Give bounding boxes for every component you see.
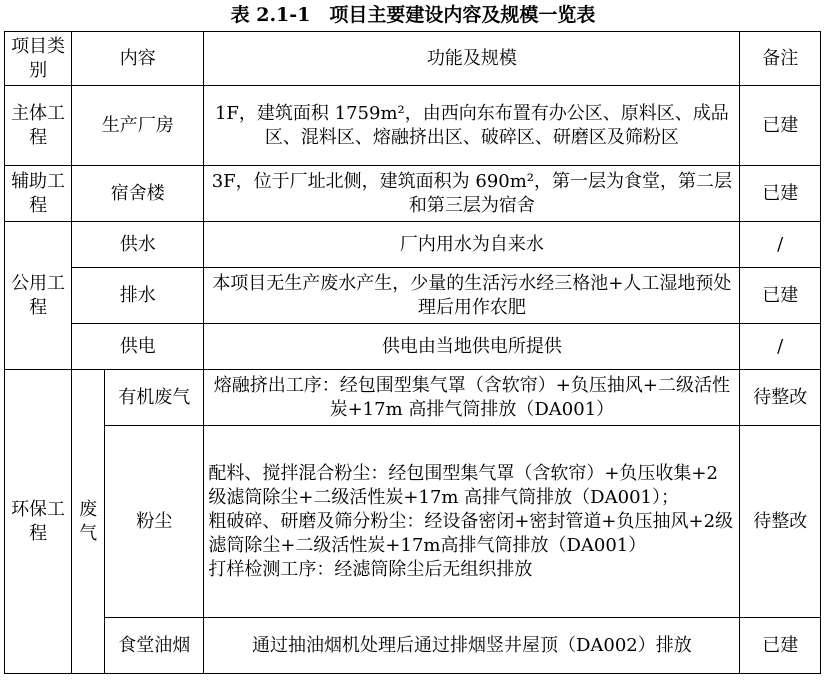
table-row-kitchen (5, 618, 821, 674)
construction-content-table (4, 31, 821, 674)
desc-cell: 通过抽油烟机处理后通过排烟竖井屋顶（DA002）排放 (204, 618, 740, 674)
header-row (5, 32, 821, 86)
desc-cell: 厂内用水为自来水 (204, 222, 740, 268)
header-function: 功能及规模 (204, 32, 740, 86)
desc-cell: 3F，位于厂址北侧，建筑面积为 690m²，第一层为食堂，第二层和第三层为宿舍 (204, 166, 740, 222)
table-caption: 表 2.1-1 项目主要建设内容及规模一览表 (230, 4, 596, 26)
desc-cell: 1F，建筑面积 1759m²，由西向东布置有办公区、原料区、成品区、混料区、熔融挤出区、破碎区、研磨区及筛粉区 (204, 86, 740, 166)
content-cell: 宿舍楼 (72, 166, 204, 222)
content-cell: 供电 (72, 324, 204, 370)
note-cell: / (740, 324, 821, 370)
desc-cell: 本项目无生产废水产生，少量的生活污水经三格池+人工湿地预处理后用作农肥 (204, 268, 740, 324)
desc-cell: 供电由当地供电所提供 (204, 324, 740, 370)
dust-desc-line-1: 配料、搅拌混合粉尘：经包围型集气罩（含软帘）+负压收集+2 级滤筒除尘+二级活性炭+17m 高排气筒排放（DA001）； (208, 462, 718, 508)
sub-category-cell: 废气 (72, 370, 105, 674)
content-cell: 有机废气 (105, 370, 204, 426)
content-cell: 排水 (72, 268, 204, 324)
note-cell: 已建 (740, 166, 821, 222)
content-cell: 食堂油烟 (105, 618, 204, 674)
table-row-water (5, 222, 821, 268)
desc-cell (204, 426, 740, 618)
note-cell: 已建 (740, 268, 821, 324)
table-row-main (5, 86, 821, 166)
note-cell: 待整改 (740, 370, 821, 426)
table-row-aux (5, 166, 821, 222)
table-row-power (5, 324, 821, 370)
content-cell: 粉尘 (105, 426, 204, 618)
note-cell: 已建 (740, 618, 821, 674)
content-cell: 生产厂房 (72, 86, 204, 166)
note-cell: 待整改 (740, 426, 821, 618)
category-cell: 环保工程 (5, 370, 72, 674)
table-row-dust (5, 426, 821, 618)
category-cell: 主体工程 (5, 86, 72, 166)
dust-desc-line-3: 打样检测工序：经滤筒除尘后无组织排放 (208, 558, 533, 580)
note-cell: 已建 (740, 86, 821, 166)
header-category: 项目类别 (5, 32, 72, 86)
note-cell: / (740, 222, 821, 268)
header-content: 内容 (72, 32, 204, 86)
desc-cell: 熔融挤出工序：经包围型集气罩（含软帘）+负压抽风+二级活性炭+17m 高排气筒排放（DA001） (204, 370, 740, 426)
content-cell: 供水 (72, 222, 204, 268)
table-row-drain (5, 268, 821, 324)
category-cell: 辅助工程 (5, 166, 72, 222)
header-note: 备注 (740, 32, 821, 86)
category-cell: 公用工程 (5, 222, 72, 370)
dust-desc-line-2: 粗破碎、研磨及筛分粉尘：经设备密闭+密封管道+负压抽风+2级滤筒除尘+二级活性炭+17m高排气筒排放（DA001） (208, 510, 734, 556)
table-row-organic (5, 370, 821, 426)
